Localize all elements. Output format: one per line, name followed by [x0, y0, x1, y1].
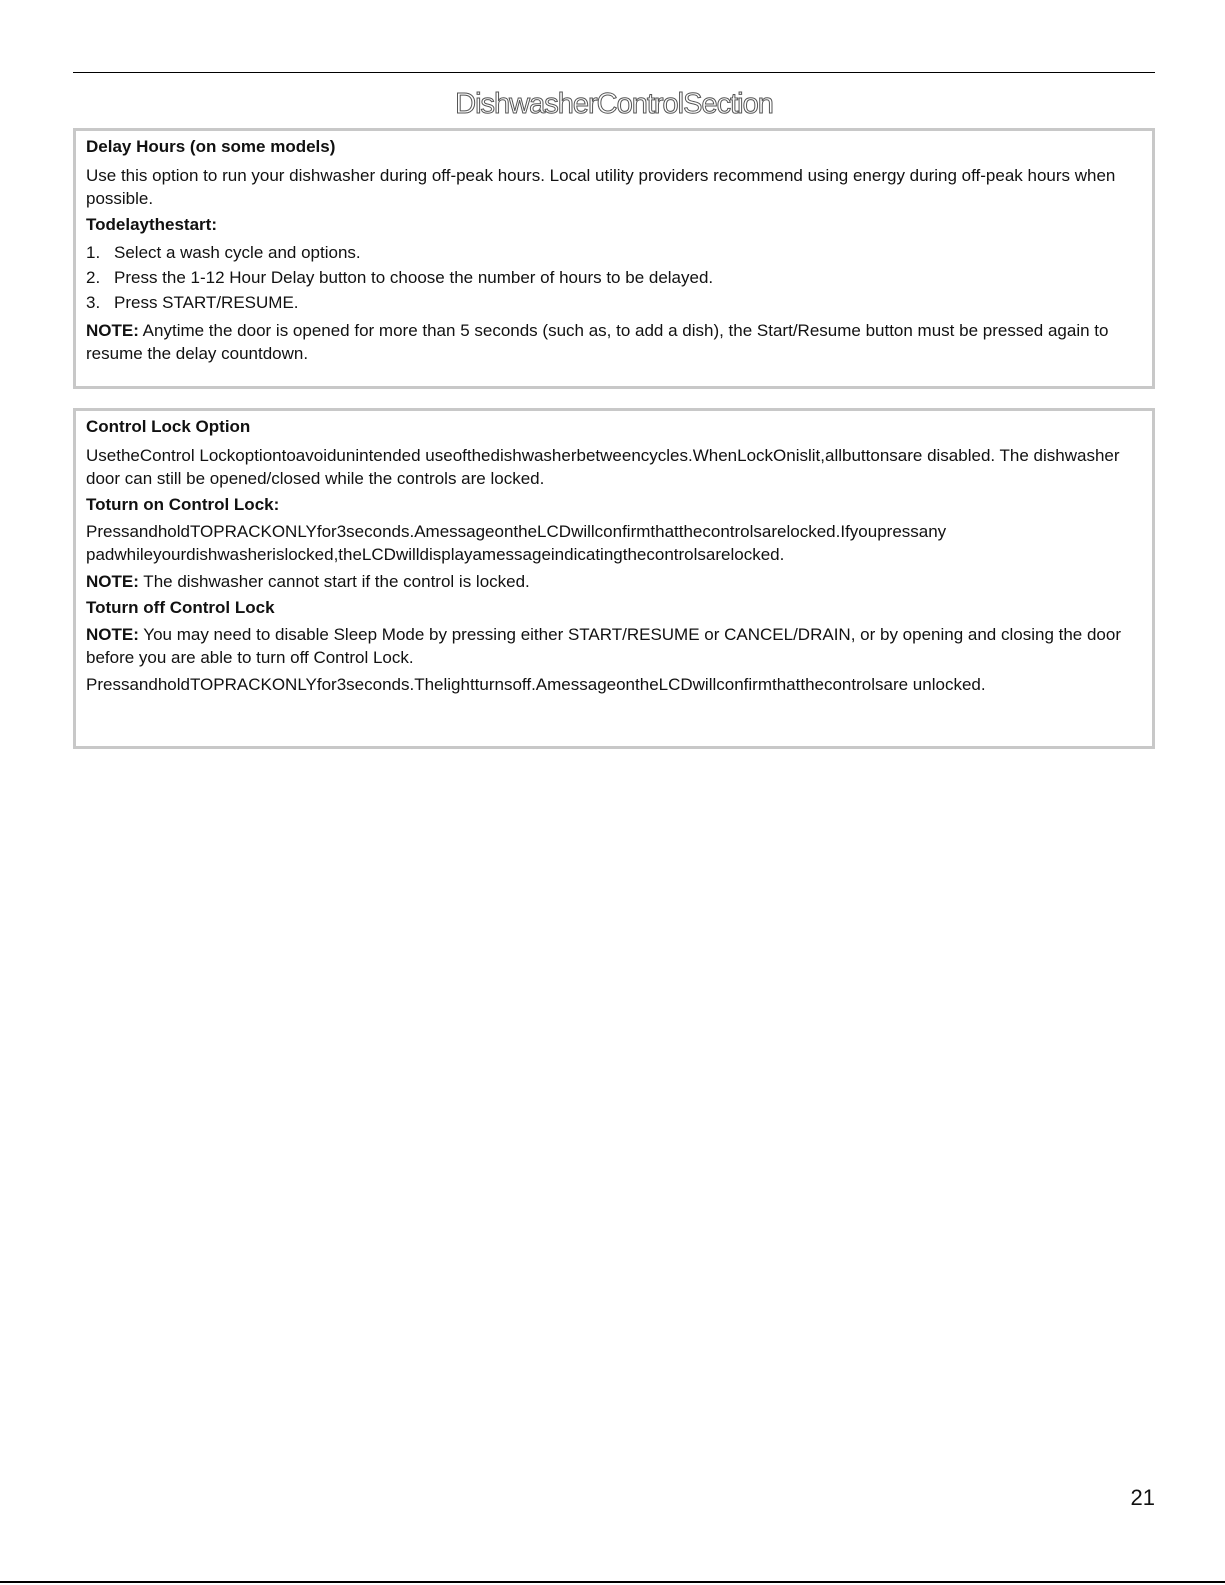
- step-text: Press START/RESUME.: [114, 293, 299, 312]
- delay-note: [86, 319, 1142, 365]
- delay-hours-heading: Delay Hours (on some models): [86, 137, 336, 156]
- step-number: 2.: [86, 268, 101, 287]
- note-text: Anytime the door is opened for more than 5 seconds (such as, to add a dish), the Start/Resume button must be pressed again to resume the delay countdown.: [86, 321, 1109, 363]
- note-label: NOTE:: [86, 321, 139, 340]
- page-number: 21: [1130, 1485, 1155, 1510]
- control-lock-panel: [73, 408, 1155, 749]
- step-text: Press the 1-12 Hour Delay button to choose the number of hours to be delayed.: [114, 268, 714, 287]
- delay-steps-list: [86, 240, 1142, 315]
- note-text: The dishwasher cannot start if the control is locked.: [138, 572, 530, 591]
- step-text: Select a wash cycle and options.: [114, 243, 361, 262]
- step-number: 3.: [86, 293, 101, 312]
- top-rule: [73, 72, 1155, 73]
- control-lock-heading: Control Lock Option: [86, 417, 251, 436]
- step-number: 1.: [86, 243, 101, 262]
- control-lock-note-1: [86, 570, 1142, 593]
- note-label: NOTE:: [86, 625, 139, 644]
- control-lock-note-2: [86, 623, 1142, 669]
- delay-hours-intro: Use this option to run your dishwasher during off-peak hours. Local utility providers recommend using energy during off-peak hours when possible.: [86, 166, 1116, 208]
- list-item: [86, 240, 1142, 265]
- list-item: [86, 265, 1142, 290]
- turn-on-text: PressandholdTOPRACKONLYfor3seconds.AmessageontheLCDwillconfirmthatthecontrolsarelocked.Ifyoupressany padwhileyourdishwasherislocked,theLCDwilldisplayamessageindicatingthecontrolsarelocked.: [86, 522, 947, 564]
- turn-off-heading: Toturn off Control Lock: [86, 598, 275, 617]
- turn-on-heading: Toturn on Control Lock:: [86, 495, 280, 514]
- turn-off-text: PressandholdTOPRACKONLYfor3seconds.Thelightturnsoff.AmessageontheLCDwillconfirmthatthecontrolsare unlocked.: [86, 675, 986, 694]
- control-lock-intro: UsetheControl Lockoptiontoavoidunintended useofthedishwasherbetweencycles.WhenLockOnislit,allbuttonsare disabled. The dishwasher door can still be opened/closed while the controls are locked.: [86, 446, 1120, 488]
- section-title: DishwasherControlSection: [455, 88, 773, 120]
- note-label: NOTE:: [86, 572, 139, 591]
- bottom-rule: [0, 1581, 1225, 1583]
- delay-start-subheading: Todelaythestart:: [86, 215, 217, 234]
- note-text: You may need to disable Sleep Mode by pressing either START/RESUME or CANCEL/DRAIN, or by opening and closing the door before you are able to turn off Control Lock.: [86, 625, 1121, 667]
- list-item: [86, 290, 1142, 315]
- delay-hours-panel: [73, 128, 1155, 389]
